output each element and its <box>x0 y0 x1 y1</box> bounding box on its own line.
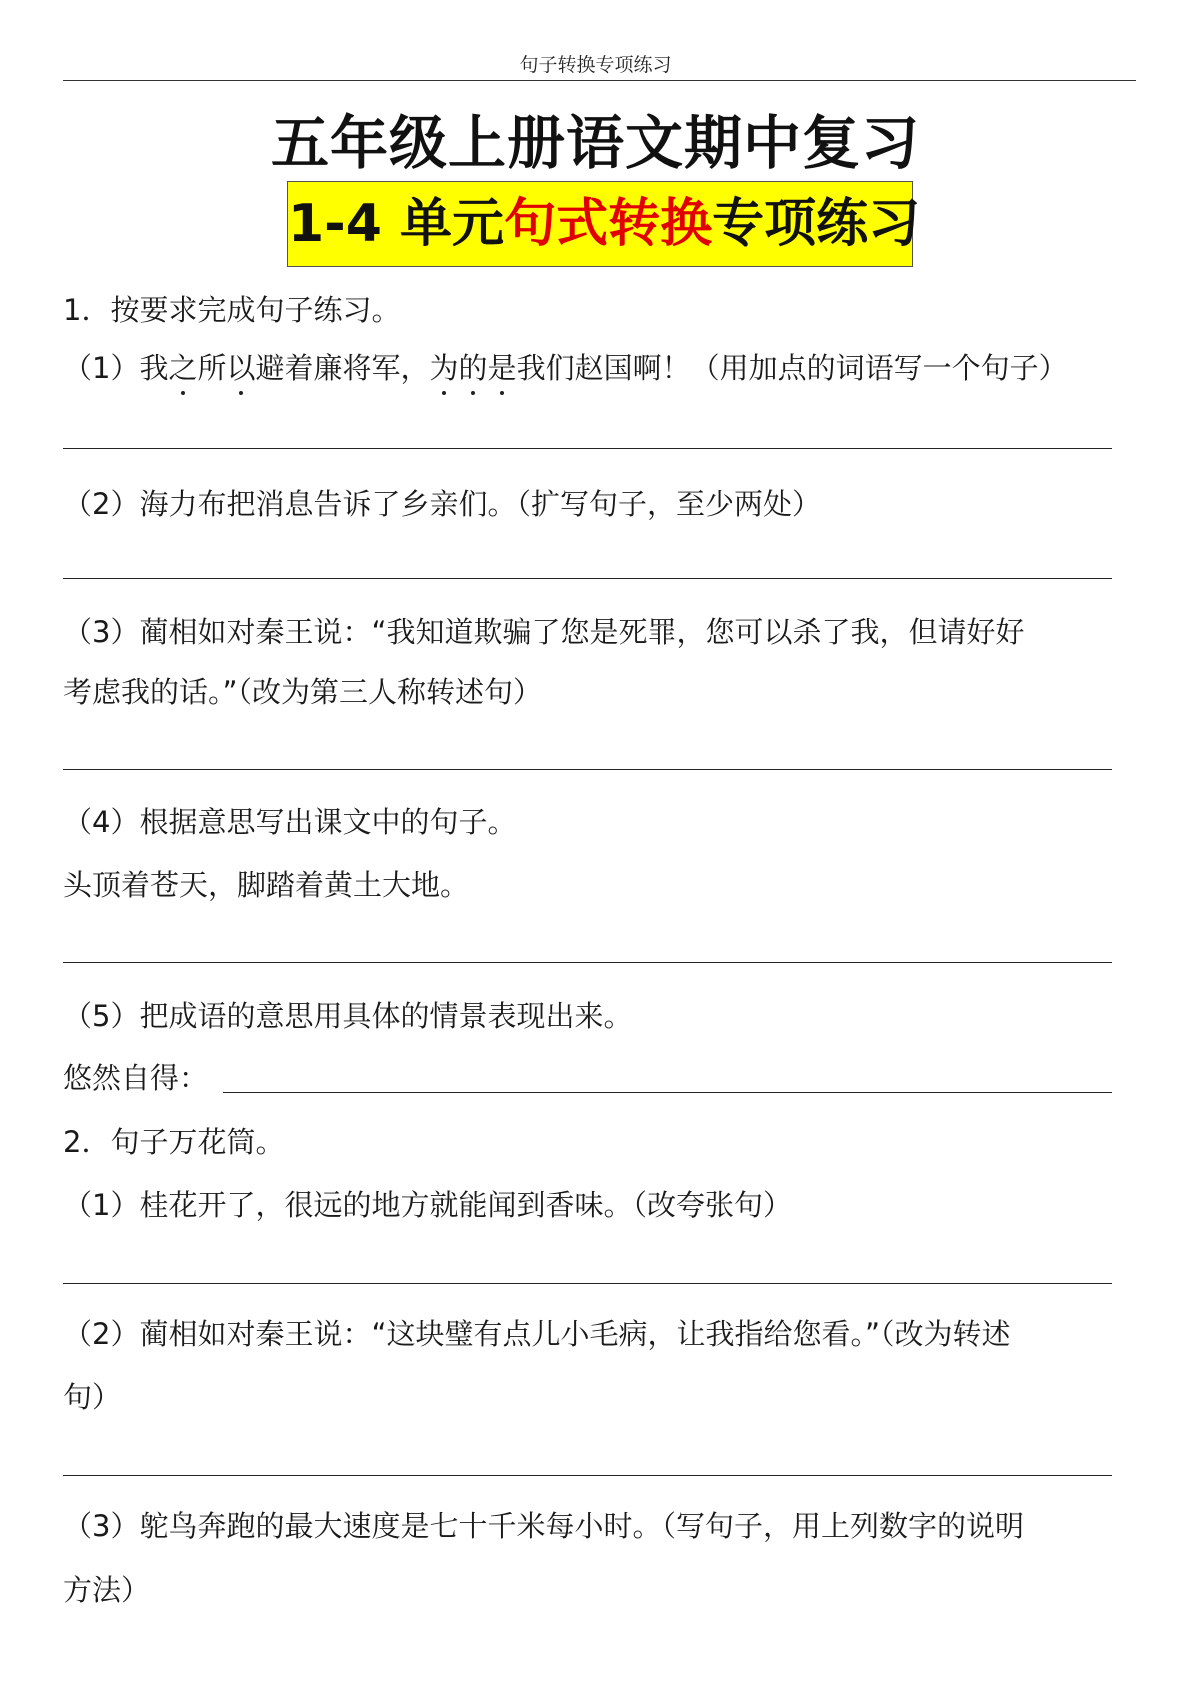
dotted-char: 以 <box>226 346 255 387</box>
header-rule <box>63 80 1136 81</box>
section2-heading: 2．句子万花筒。 <box>63 1125 285 1159</box>
subtitle-banner <box>287 181 921 267</box>
q1-text-mid1: 所 <box>197 351 227 385</box>
answer-line[interactable] <box>63 962 1112 963</box>
s1-question-1 <box>63 346 1068 387</box>
s2-question-2-line1: （2）蔺相如对秦王说：“这块璧有点儿小毛病，让我指给您看。”（改为转述 <box>63 1317 1011 1351</box>
page-title: 五年级上册语文期中复习 <box>270 109 920 177</box>
idiom-answer-line[interactable] <box>223 1092 1112 1093</box>
s2-question-1: （1）桂花开了，很远的地方就能闻到香味。（改夸张句） <box>63 1188 792 1222</box>
dotted-char: 之 <box>168 346 197 387</box>
s1-question-5-idiom: 悠然自得： <box>63 1061 209 1095</box>
s1-question-4-meaning: 头顶着苍天，脚踏着黄土大地。 <box>63 868 470 902</box>
q1-text-after: 我们赵国啊！（用加点的词语写一个句子） <box>516 351 1068 385</box>
s1-question-3-line2: 考虑我的话。”（改为第三人称转述句） <box>63 675 543 709</box>
answer-line[interactable] <box>63 448 1112 449</box>
s1-question-2: （2）海力布把消息告诉了乡亲们。（扩写句子，至少两处） <box>63 487 821 521</box>
section1-heading: 1．按要求完成句子练习。 <box>63 293 401 327</box>
answer-line[interactable] <box>63 578 1112 579</box>
answer-line[interactable] <box>63 1283 1112 1284</box>
dotted-char: 是 <box>488 346 517 387</box>
s1-question-5: （5）把成语的意思用具体的情景表现出来。 <box>63 999 633 1033</box>
dotted-char: 的 <box>459 346 488 387</box>
answer-line[interactable] <box>63 769 1112 770</box>
s2-question-3-line2: 方法） <box>63 1573 151 1607</box>
s2-question-2-line2: 句） <box>63 1380 122 1414</box>
answer-line[interactable] <box>63 1475 1112 1476</box>
s1-question-3-line1: （3）蔺相如对秦王说：“我知道欺骗了您是死罪，您可以杀了我，但请好好 <box>63 615 1025 649</box>
s1-question-4: （4）根据意思写出课文中的句子。 <box>63 805 517 839</box>
running-header: 句子转换专项练习 <box>519 54 672 76</box>
subtitle-highlight: 句式转换 <box>504 194 713 254</box>
q1-text-mid2: 避着廉将军， <box>255 351 430 385</box>
subtitle-suffix: 专项练习 <box>712 194 921 254</box>
dotted-char: 为 <box>430 346 459 387</box>
q1-text-before: （1）我 <box>63 351 169 385</box>
subtitle-prefix: 1-4 单元 <box>288 194 505 254</box>
s2-question-3-line1: （3）鸵鸟奔跑的最大速度是七十千米每小时。（写句子，用上列数字的说明 <box>63 1509 1024 1543</box>
